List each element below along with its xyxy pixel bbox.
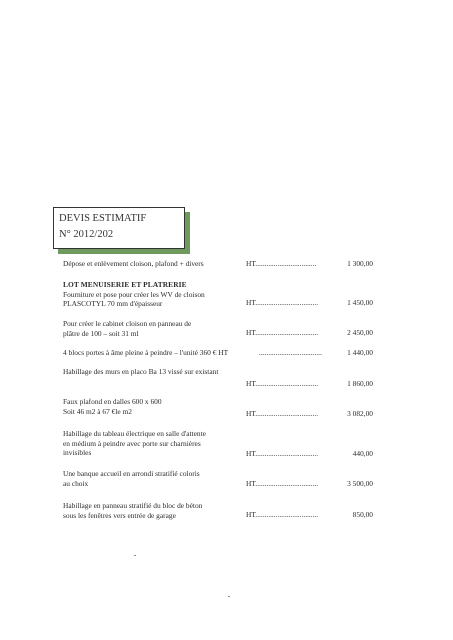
item-ht-leader: HT.................................. — [246, 479, 319, 488]
item-ht-leader: HT.................................. — [246, 298, 319, 307]
item-description-line: Habillage en panneau stratifié du bloc de béton — [63, 501, 203, 510]
document-title: DEVIS ESTIMATIF — [59, 213, 147, 224]
document-number: N° 2012/202 — [59, 229, 114, 240]
item-description-line: Soit 46 m2 à 67 €le m2 — [63, 406, 132, 416]
item-description-line: invisibles — [63, 448, 92, 457]
item-description — [63, 280, 248, 309]
item-description — [63, 367, 248, 377]
item-amount: 850,00 — [352, 510, 373, 519]
item-ht-leader: HT.................................. — [246, 449, 319, 458]
section-heading: LOT MENUISERIE ET PLATRERIE — [63, 280, 187, 289]
item-amount: 3 500,00 — [347, 479, 373, 488]
item-amount: 2 450,00 — [347, 328, 373, 337]
item-description-line: Fourniture et pose pour créer les WV de cloison — [63, 289, 205, 299]
item-description-line: plâtre de 100 – soit 31 ml — [63, 328, 139, 338]
item-description — [63, 469, 248, 488]
item-description — [63, 429, 248, 458]
item-description-line: sous les fenêtres vers entrée de garage — [63, 510, 176, 520]
item-ht-leader: HT.................................. — [246, 328, 319, 337]
item-description-line: Dépose et enlèvement cloison, plafond + divers — [63, 259, 204, 268]
item-description — [63, 348, 248, 358]
document-title-box — [53, 207, 185, 249]
item-description-line: au choix — [63, 478, 89, 488]
item-description — [63, 397, 248, 416]
item-description-line: Habillage des murs en placo Ba 13 vissé sur existant — [63, 367, 219, 376]
item-description — [63, 501, 248, 520]
item-description — [63, 319, 248, 338]
item-amount: 1 440,00 — [347, 348, 373, 357]
item-description-line: PLASCOTYL 70 mm d'épaisseur — [63, 299, 163, 308]
item-amount: 1 860,00 — [347, 379, 373, 388]
item-ht-leader: HT.................................. — [246, 409, 319, 418]
item-ht-leader: HT.................................. — [246, 379, 319, 388]
item-description — [63, 259, 248, 269]
item-ht-leader: .................................. — [259, 348, 322, 357]
item-amount: 1 450,00 — [347, 298, 373, 307]
item-amount: 3 082,00 — [347, 409, 373, 418]
item-ht-leader: HT................................. — [246, 259, 317, 268]
item-amount: 1 300,00 — [347, 259, 373, 268]
item-description-line: 4 blocs portes à âme pleine à peindre – l'unité 360 € HT — [63, 348, 229, 357]
item-description-line: Une banque accueil en arrondi stratifié coloris — [63, 469, 200, 478]
scan-speck — [228, 596, 230, 597]
item-description-line: Habillage du tableau électrique en salle d'attente — [63, 429, 206, 438]
item-description-line: en médium à peindre avec porte sur charnières — [63, 438, 201, 448]
item-description-line: Pour créer le cabinet cloison en panneau de — [63, 319, 192, 328]
scan-speck — [134, 555, 136, 556]
item-amount: 440,00 — [352, 449, 373, 458]
item-ht-leader: HT.................................. — [246, 510, 319, 519]
item-description-line: Faux plafond en dalles 600 x 600 — [63, 397, 162, 406]
